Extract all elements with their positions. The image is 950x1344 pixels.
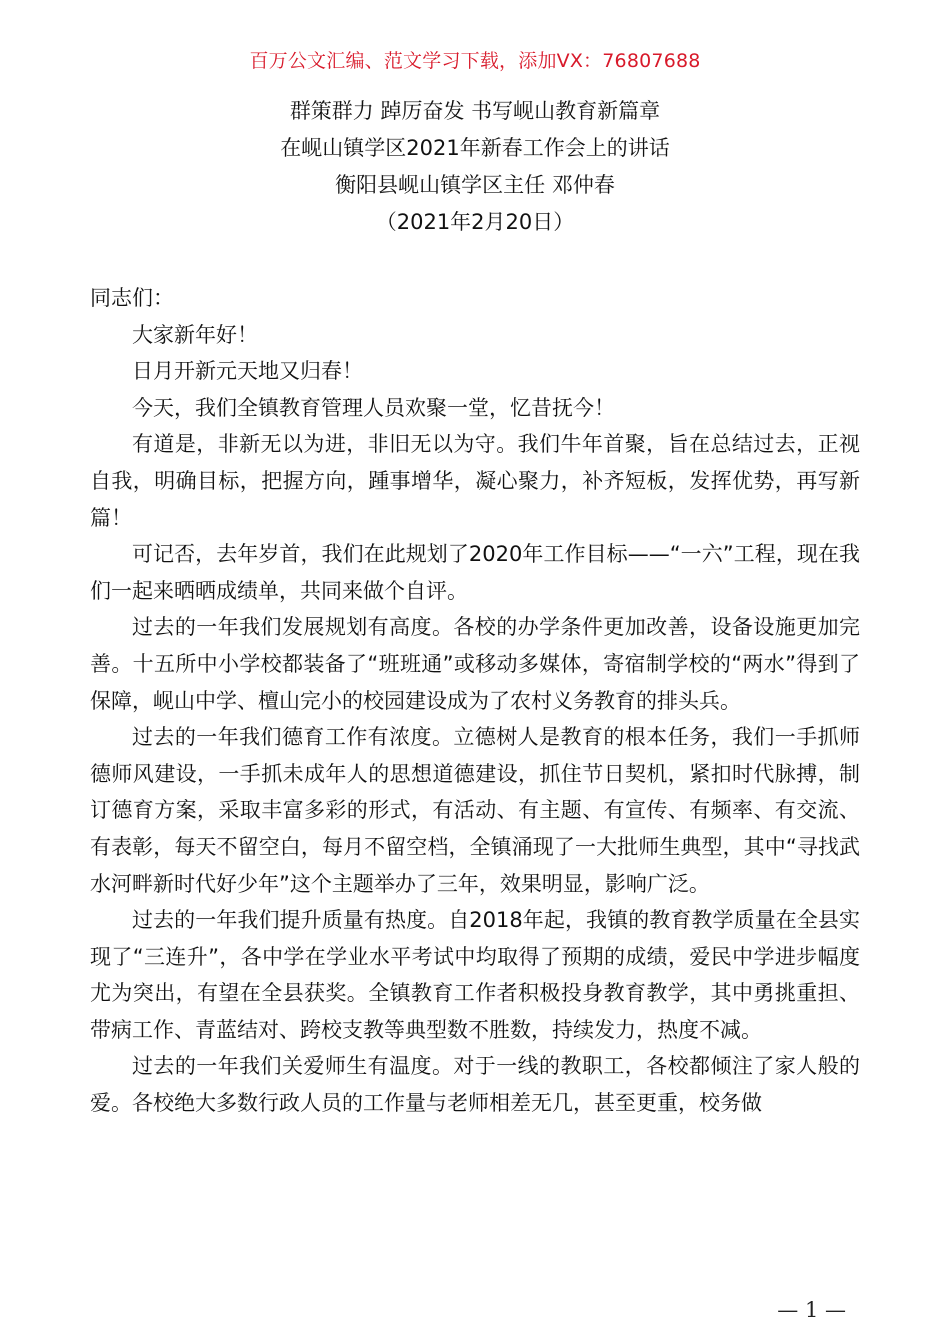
speech-body [90,280,860,1122]
paragraph: 过去的一年我们提升质量有热度。自2018年起，我镇的教育教学质量在全县实现了“三连升”，各中学在学业水平考试中均取得了预期的成绩，爱民中学进步幅度尤为突出，有望在全县获奖。全镇教育工作者积极投身教育教学，其中勇挑重担、带病工作、青蓝结对、跨校支教等典型数不胜数，持续发力，热度不减。 [90,908,860,1042]
paragraph: 过去的一年我们关爱师生有温度。对于一线的教职工，各校都倾注了家人般的爱。各校绝大多数行政人员的工作量与老师相差无几，甚至更重，校务做 [90,1054,860,1116]
paragraph: 可记否，去年岁首，我们在此规划了2020年工作目标——“一六”工程，现在我们一起来晒晒成绩单，共同来做个自评。 [90,542,860,603]
paragraph: 大家新年好！ [132,322,258,347]
paragraph: 有道是，非新无以为进，非旧无以为守。我们牛年首聚，旨在总结过去，正视自我，明确目标，把握方向，踵事增华，凝心聚力，补齐短板，发挥优势，再写新篇！ [90,432,860,530]
document-subtitle: 在岘山镇学区2021年新春工作会上的讲话 [280,136,670,160]
speaker-line: 衡阳县岘山镇学区主任 邓仲春 [335,173,615,197]
paragraph: 今天，我们全镇教育管理人员欢聚一堂，忆昔抚今！ [132,395,615,420]
page-number: — 1 — [777,1298,846,1322]
document-title: 群策群力 踔厉奋发 书写岘山教育新篇章 [289,99,661,123]
watermark-banner: 百万公文汇编、范文学习下载，添加VX：76807688 [249,50,701,72]
paragraph: 过去的一年我们发展规划有高度。各校的办学条件更加改善，设备设施更加完善。十五所中小学校都装备了“班班通”或移动多媒体，寄宿制学校的“两水”得到了保障，岘山中学、檀山完小的校园建设成为了农村义务教育的排头兵。 [90,615,860,713]
paragraph: 日月开新元天地又归春！ [132,359,363,384]
paragraph: 过去的一年我们德育工作有浓度。立德树人是教育的根本任务，我们一手抓师德师风建设，一手抓未成年人的思想道德建设，抓住节日契机，紧扣时代脉搏，制订德育方案，采取丰富多彩的形式，有活动、有主题、有宣传、有频率、有交流、有表彰，每天不留空白，每月不留空档，全镇涌现了一大批师生典型，其中“寻找武水河畔新时代好少年”这个主题举办了三年，效果明显，影响广泛。 [90,725,860,896]
speech-date: （2021年2月20日） [375,210,575,234]
salutation: 同志们： [90,286,174,310]
